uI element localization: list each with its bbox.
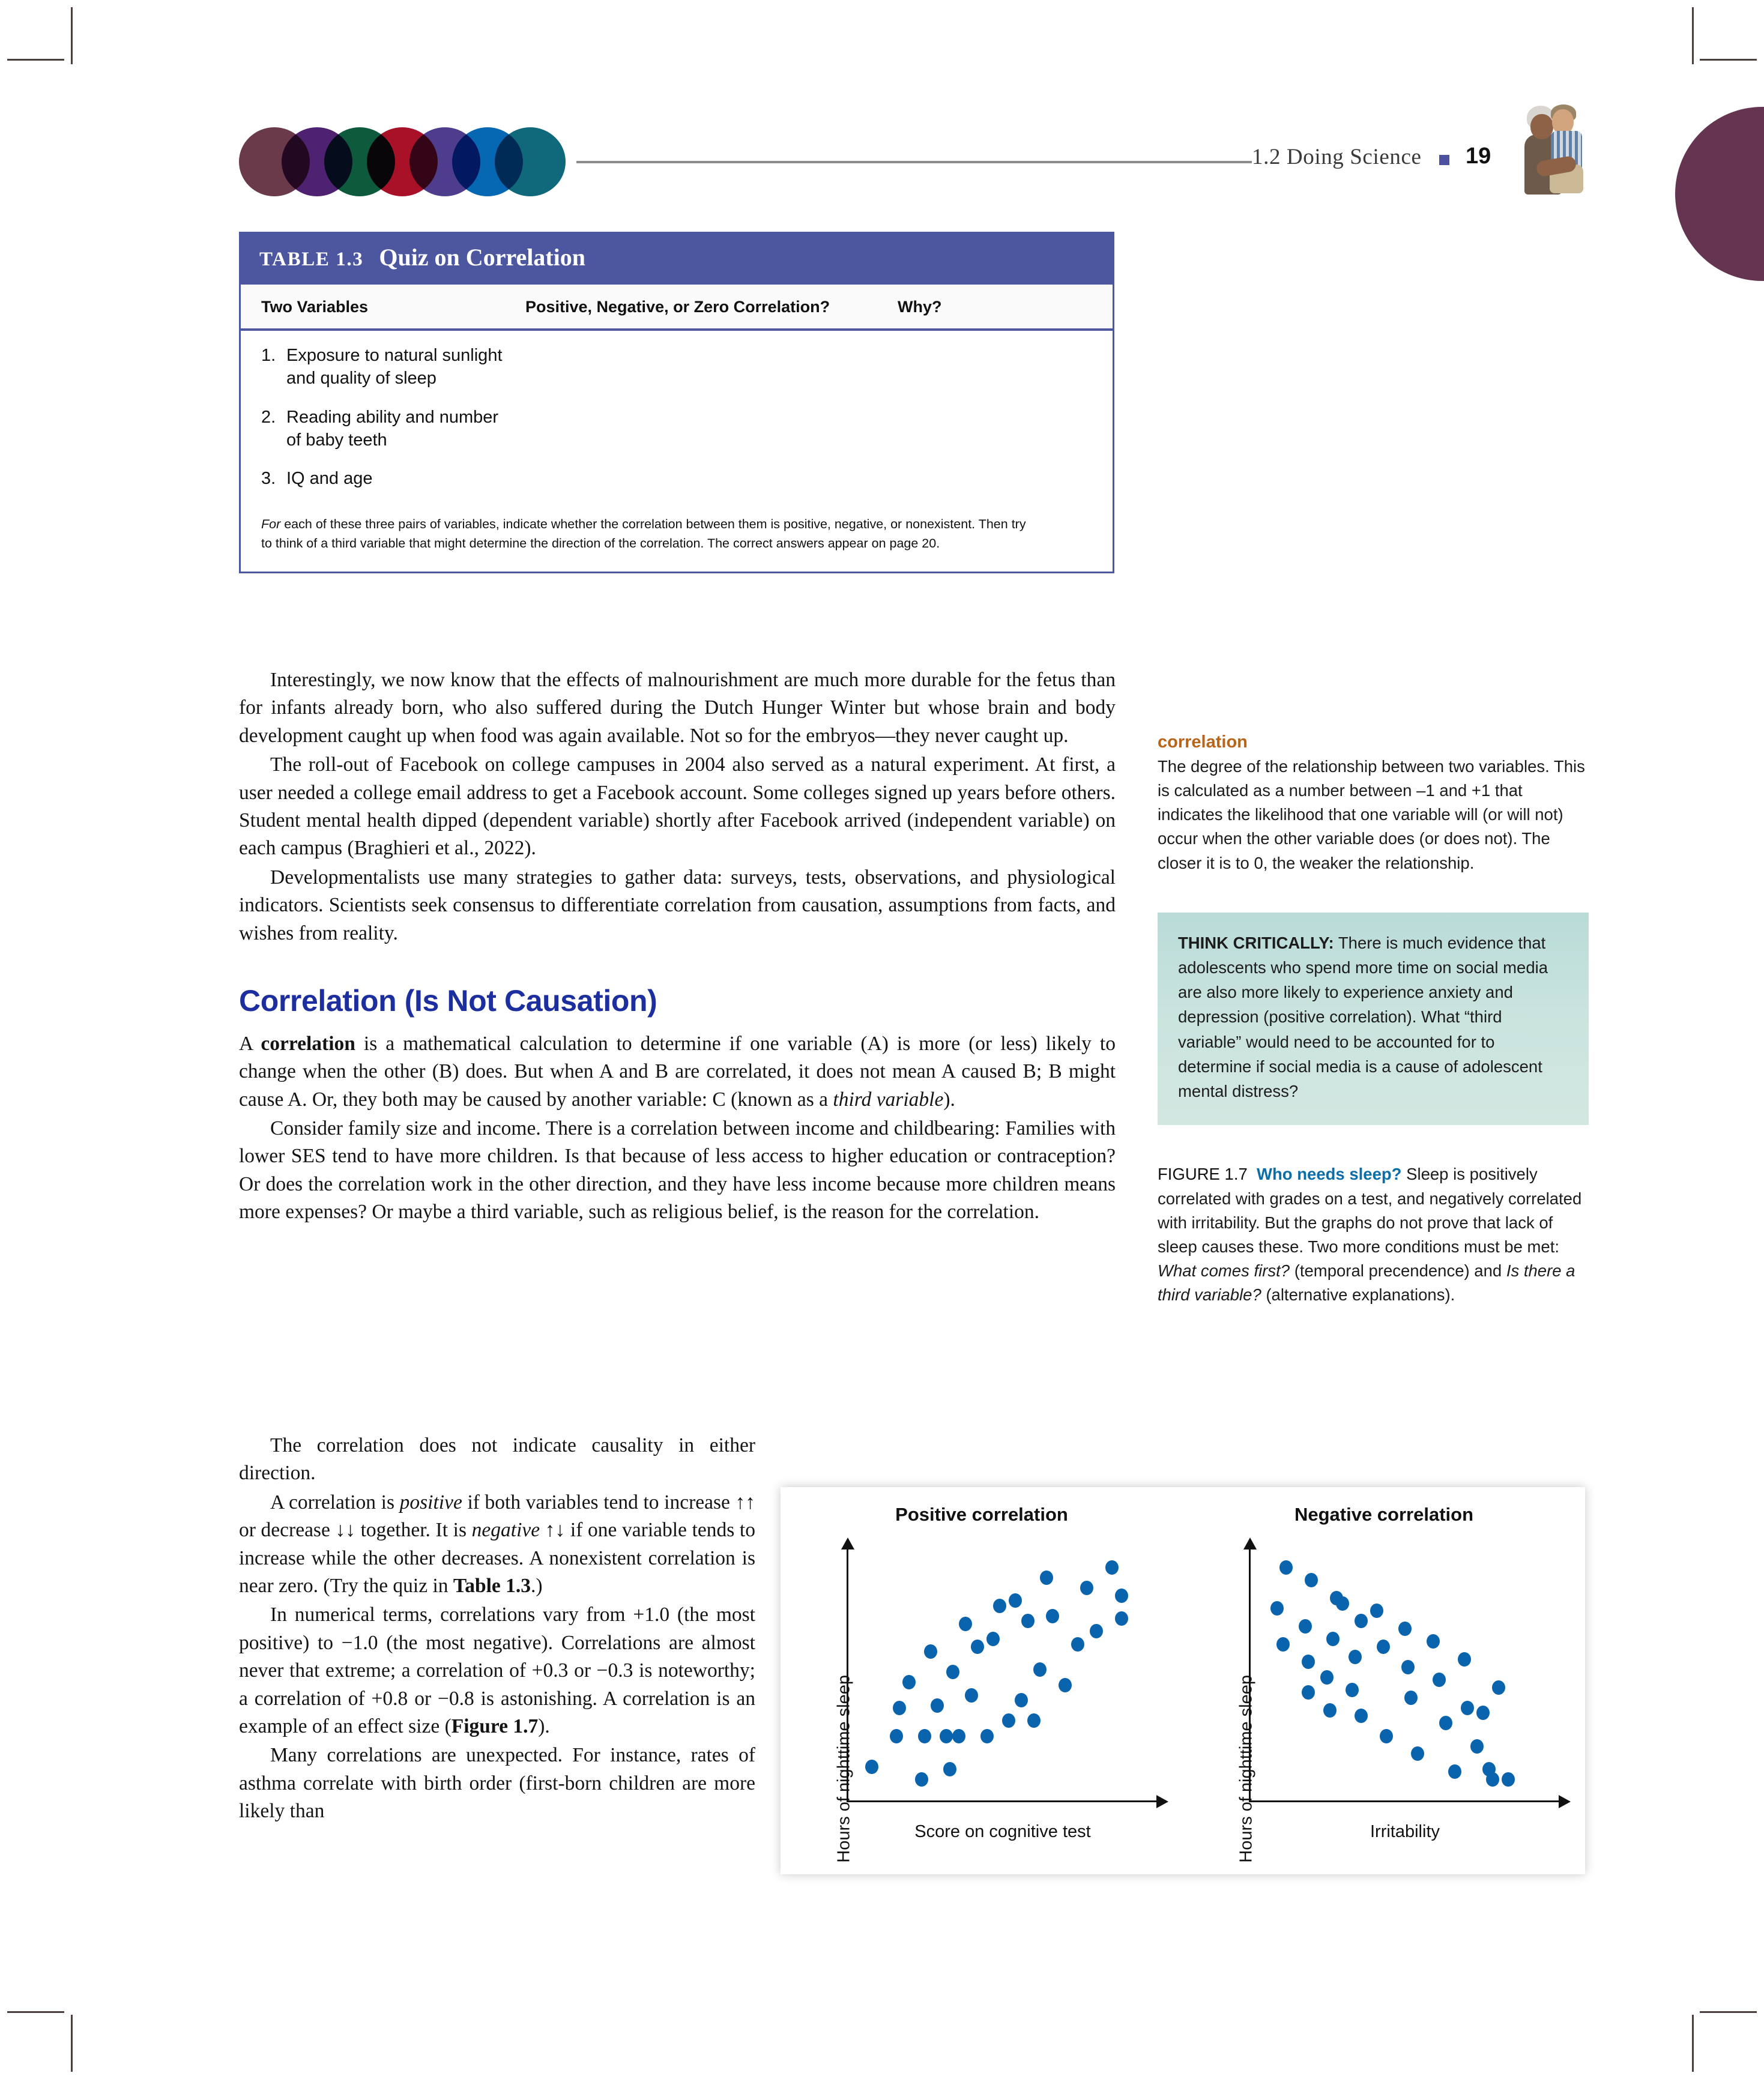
data-point — [1009, 1593, 1022, 1608]
data-point — [893, 1701, 906, 1715]
t: A correlation is — [270, 1491, 400, 1513]
data-point — [986, 1632, 1000, 1646]
data-point — [924, 1644, 937, 1659]
table-row — [261, 406, 1092, 452]
data-point — [1486, 1772, 1499, 1787]
data-point — [1492, 1680, 1505, 1695]
logo-dot-7 — [495, 127, 566, 196]
header-photo-grandmother-and-child — [1523, 101, 1592, 200]
row-text: Exposure to natural sunlight and quality of sleep — [286, 346, 503, 388]
data-point — [1105, 1560, 1119, 1575]
data-point — [1349, 1650, 1362, 1664]
crop-mark-bottom-left — [71, 2015, 73, 2072]
data-point — [971, 1640, 984, 1654]
t: Sleep is positively correlated with grades on a test, and negatively correlated with irritability. But the graphs do not prove that lack of sleep causes these. Two more conditions must be met: — [1158, 1165, 1582, 1256]
footnote-text: each of these three pairs of variables, indicate whether the correlation between them is positive, negative, or nonexistent. Then try to think of a third variable that might determine the direction of the correlation. The correct answers appear on page 20. — [261, 517, 1026, 551]
page-number: 19 — [1466, 143, 1491, 169]
data-point — [1404, 1691, 1418, 1705]
data-point — [1401, 1660, 1415, 1674]
plot-area — [834, 1547, 1159, 1863]
row-text: IQ and age — [286, 469, 373, 489]
data-point — [943, 1762, 956, 1776]
paragraph: Developmentalists use many strategies to gather data: surveys, tests, observations, and physiological indicators. Scientists seek consensus to differentiate correlation from causation, assumptions from facts, and wishes from reality. — [239, 866, 1116, 944]
data-point — [1302, 1655, 1315, 1669]
t: is a mathematical calculation to determine if one variable (A) is more (or less) likely to change when the other (B) does. But when A and B are correlated, it does not mean A caused B; B might cause A. Or, they both may be caused by another variable: C (known as a — [239, 1032, 1116, 1111]
paragraph — [239, 1601, 755, 1740]
data-point — [1302, 1685, 1315, 1700]
data-point — [1080, 1581, 1093, 1595]
think-critically-label: THINK CRITICALLY: — [1178, 933, 1334, 952]
chapter-dots-logo — [239, 127, 566, 196]
data-point — [1033, 1662, 1047, 1677]
data-point — [1115, 1589, 1128, 1603]
table-row — [261, 344, 1092, 390]
key-term-definition — [1158, 732, 1591, 875]
italic-question-1: What comes first? — [1158, 1261, 1290, 1281]
paragraph: The correlation does not indicate causality in either direction. — [239, 1434, 755, 1485]
key-term-bold: correlation — [261, 1032, 355, 1055]
data-point — [1433, 1673, 1446, 1687]
table-column-headers — [241, 285, 1113, 331]
data-point — [1059, 1678, 1072, 1692]
main-text-column — [239, 666, 1116, 1228]
paragraph: The roll-out of Facebook on college campuses in 2004 also served as a natural experiment. At first, a user needed a college email address to get a Facebook account. Some colleges signed up years before others. Student mental health dipped (dependent variable) shortly after Facebook arrived (independent variable) on each campus (Braghieri et al., 2022). — [239, 753, 1116, 860]
italic-term: positive — [399, 1491, 462, 1513]
think-critically-box — [1158, 913, 1589, 1126]
paragraph — [239, 1489, 755, 1601]
crop-mark-bottom-right — [1692, 2015, 1694, 2072]
figure-title: Who needs sleep? — [1257, 1165, 1402, 1184]
data-point — [1299, 1619, 1312, 1634]
chart-title: Negative correlation — [1294, 1504, 1474, 1525]
data-point — [1002, 1713, 1015, 1728]
key-term-label: correlation — [1158, 732, 1248, 752]
figure-caption — [1158, 1162, 1589, 1307]
x-axis-label: Score on cognitive test — [914, 1822, 1091, 1841]
table-1-3 — [239, 232, 1114, 573]
section-heading: Correlation (Is Not Causation) — [239, 983, 657, 1018]
table-ref-bold: Table 1.3 — [453, 1574, 531, 1597]
data-point — [1458, 1652, 1471, 1667]
italic-term: negative — [471, 1519, 540, 1542]
data-point — [993, 1599, 1006, 1613]
data-point — [1411, 1746, 1424, 1761]
running-head: 1.2 Doing Science — [1252, 145, 1422, 169]
data-point — [1377, 1640, 1390, 1654]
data-point — [1323, 1703, 1337, 1718]
row-number: 3. — [261, 469, 276, 489]
data-point — [865, 1760, 878, 1774]
table-row — [261, 467, 1092, 490]
plot-area — [1236, 1547, 1561, 1863]
paragraph — [239, 1030, 1116, 1114]
figure-ref-bold: Figure 1.7 — [451, 1715, 539, 1737]
t: (temporal precendence) and — [1290, 1261, 1506, 1281]
data-point — [1326, 1632, 1340, 1646]
crop-mark-left-bottom — [7, 2011, 64, 2013]
data-point — [1090, 1624, 1103, 1638]
table-rows — [241, 331, 1113, 511]
data-point — [902, 1675, 916, 1689]
chart-negative-correlation — [1183, 1487, 1585, 1874]
right-sidebar — [1158, 732, 1591, 1307]
x-axis-label: Irritability — [1370, 1822, 1440, 1841]
italic-question-2: Is there a third variable? — [1158, 1261, 1575, 1305]
t: In numerical terms, correlations vary from +1.0 (the most positive) to −1.0 (the most negative). Correlations are almost never that extreme; a correlation of +0.3 or −0.3 is noteworthy; a correlation of +0.8 or −0.8 is astonishing. A correlation is an example of an effect size ( — [239, 1604, 755, 1737]
data-point — [1046, 1609, 1059, 1623]
figure-caption-text — [1158, 1162, 1589, 1307]
data-point — [1502, 1772, 1515, 1787]
y-axis-label: Hours of nighttime sleep — [834, 1674, 854, 1863]
row-number: 1. — [261, 346, 276, 365]
footnote-lead: For — [261, 517, 281, 532]
paragraph: Many correlations are unexpected. For instance, rates of asthma correlate with birth order (first-born children are more likely than — [239, 1744, 755, 1823]
data-point — [1461, 1701, 1474, 1715]
row-text: Reading ability and number of baby teeth — [286, 407, 499, 450]
think-critically-text — [1178, 931, 1568, 1104]
t: A — [239, 1032, 261, 1055]
paragraph: Consider family size and income. There is a correlation between income and childbearing: Families with lower SES tend to have more children. Is that because of less access to higher education or contraception? Or does the correlation work in the other direction, and they have less income because more children means more expenses? Or maybe a third variable, such as religious belief, is the reason for the correlation. — [239, 1117, 1116, 1224]
data-point — [890, 1729, 903, 1743]
data-point — [1355, 1614, 1368, 1628]
table-col-header-0: Two Variables — [261, 298, 369, 316]
key-term-text: The degree of the relationship between two variables. This is calculated as a number between –1 and +1 that indicates the likelihood that one variable will (or will not) occur when the other variable does (or does not). The closer it is to 0, the weaker the relationship. — [1158, 757, 1585, 872]
x-axis — [1249, 1800, 1561, 1802]
table-label: TABLE 1.3 — [259, 249, 364, 270]
data-point — [1380, 1729, 1393, 1743]
t: ). — [538, 1715, 550, 1737]
t: .) — [531, 1574, 543, 1597]
table-footnote — [241, 511, 1057, 572]
data-point — [1021, 1614, 1035, 1628]
corner-accent-shape — [1675, 107, 1764, 281]
data-point — [980, 1729, 994, 1743]
data-point — [1398, 1622, 1412, 1636]
data-point — [952, 1729, 965, 1743]
t: ↑↓ if one variable tends to increase while the other decreases. A nonexistent correlation is near zero. (Try the quiz in — [239, 1519, 755, 1597]
x-axis — [847, 1800, 1159, 1802]
data-point — [959, 1617, 972, 1631]
data-point — [1305, 1573, 1318, 1587]
data-point — [1015, 1693, 1028, 1707]
data-point — [965, 1688, 978, 1703]
data-point — [1115, 1611, 1128, 1626]
data-point — [915, 1772, 928, 1787]
data-point — [1470, 1739, 1484, 1754]
paragraph: Interestingly, we now know that the effects of malnourishment are much more durable for the fetus than for infants already born, who also suffered during the Dutch Hunger Winter but whose brain and body development caught up when food was again available. Not so for the embryos—they never caught up. — [239, 669, 1116, 747]
t: ). — [943, 1088, 955, 1111]
table-col-header-2: Why? — [898, 298, 942, 316]
data-point — [1439, 1716, 1452, 1730]
data-point — [1370, 1604, 1383, 1618]
header-rule — [576, 161, 1252, 163]
data-point — [1279, 1560, 1293, 1575]
chart-positive-correlation — [781, 1487, 1183, 1874]
table-title: Quiz on Correlation — [379, 244, 586, 271]
figure-number: FIGURE 1.7 — [1158, 1165, 1248, 1184]
data-point — [946, 1665, 959, 1679]
t: (alternative explanations). — [1261, 1285, 1455, 1305]
main-text-column-narrow — [239, 1432, 755, 1826]
table-body — [239, 285, 1114, 573]
crop-mark-right-bottom — [1700, 2011, 1757, 2013]
data-point — [1427, 1634, 1440, 1649]
t: There is much evidence that adolescents who spend more time on social media are also more likely to experience anxiety and depression (positive correlation). What “third variable” would need to be accounted for to determine if social media is a cause of adolescent mental distress? — [1178, 933, 1548, 1101]
row-number: 2. — [261, 407, 276, 427]
data-point — [1071, 1637, 1084, 1652]
header-square-bullet-icon — [1439, 155, 1449, 165]
italic-term: third variable — [833, 1088, 944, 1111]
data-point — [940, 1729, 953, 1743]
data-point — [1346, 1683, 1359, 1697]
data-point — [1330, 1591, 1343, 1605]
data-point — [1448, 1764, 1461, 1779]
table-header-band — [239, 232, 1114, 285]
table-col-header-1: Positive, Negative, or Zero Correlation? — [525, 298, 830, 316]
data-point — [1355, 1709, 1368, 1723]
data-point — [1276, 1637, 1290, 1652]
chart-title: Positive correlation — [895, 1504, 1068, 1525]
data-point — [918, 1729, 931, 1743]
data-point — [1320, 1670, 1334, 1685]
data-point — [1270, 1601, 1284, 1616]
figure-1-7 — [781, 1487, 1585, 1874]
t: if both variables tend to increase ↑↑ or decrease ↓↓ together. It is — [239, 1491, 755, 1542]
data-point — [1027, 1713, 1041, 1728]
data-point — [1040, 1571, 1053, 1585]
page-header — [0, 0, 1764, 252]
data-point — [931, 1698, 944, 1713]
data-point — [1476, 1706, 1490, 1720]
y-axis-label: Hours of nighttime sleep — [1236, 1674, 1256, 1863]
